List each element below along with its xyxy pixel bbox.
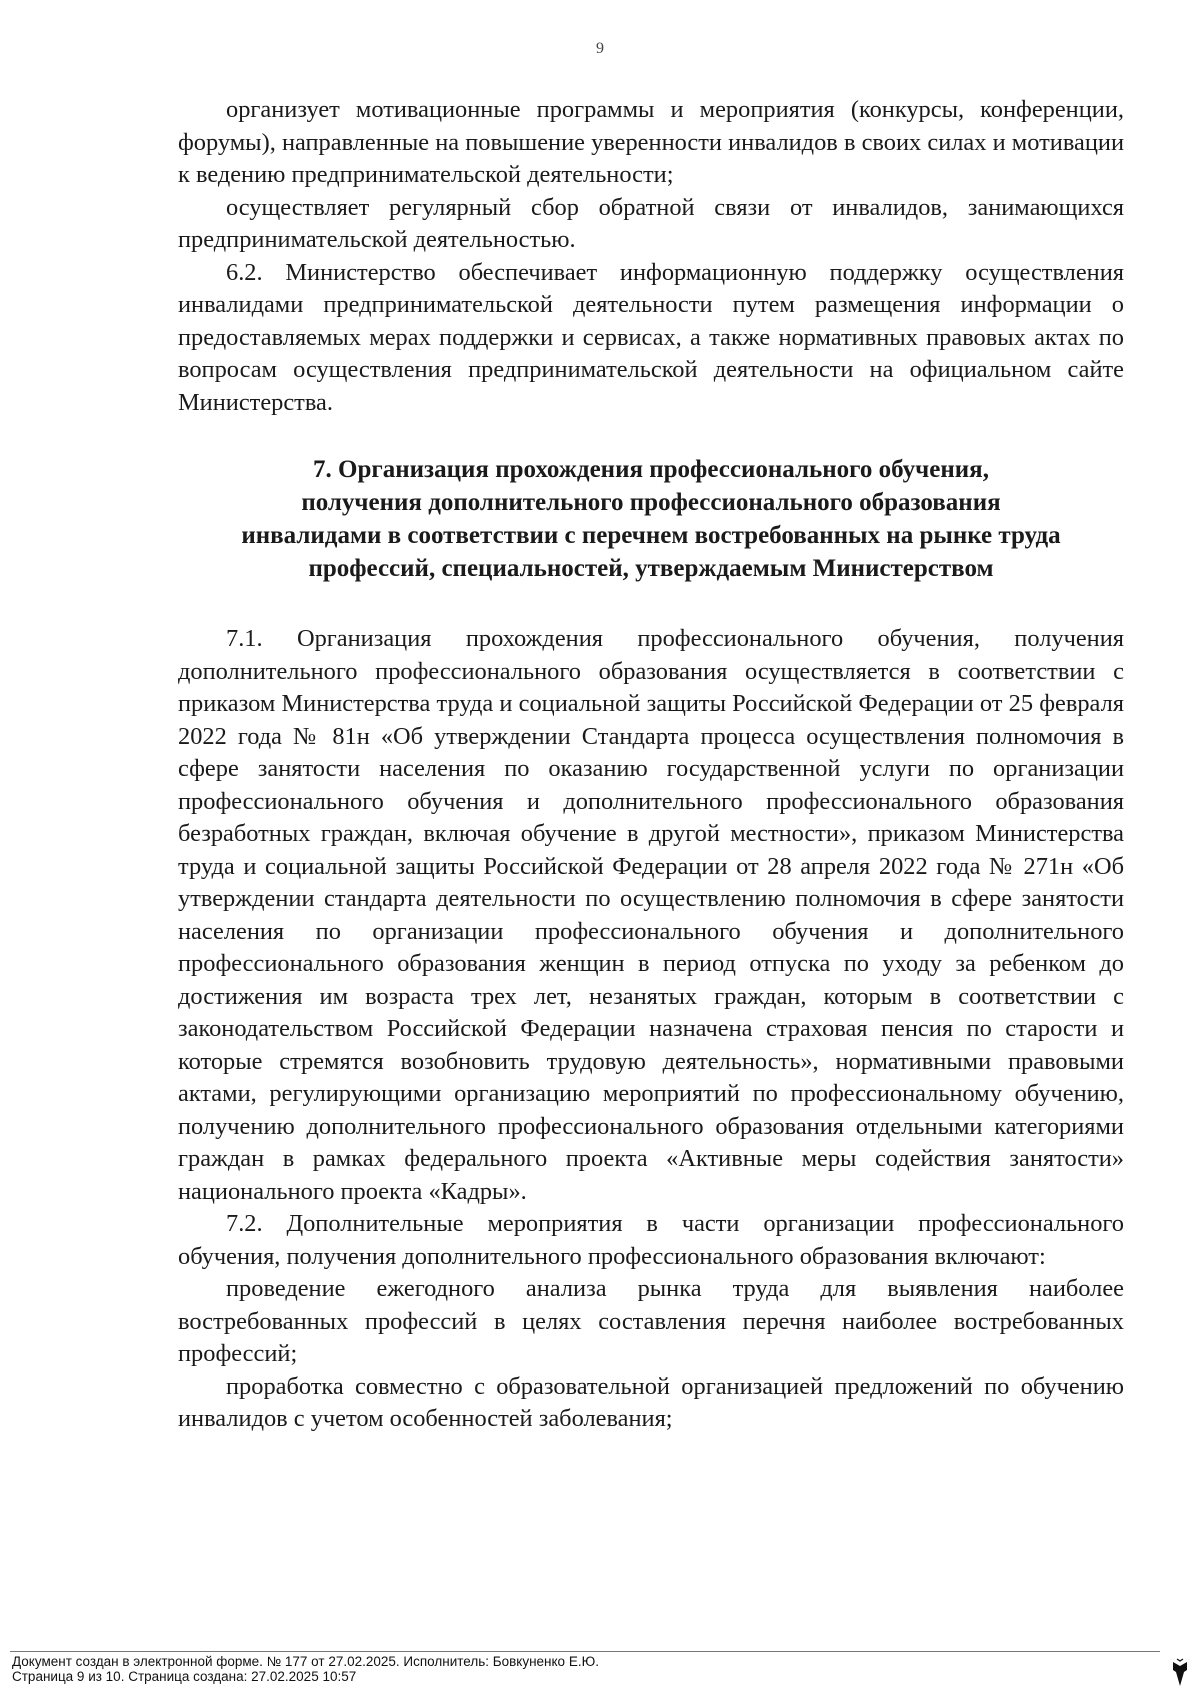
- paragraph-motivation: организует мотивационные программы и мероприятия (конкурсы, конференции, форумы), направленные на повышение уверенности инвалидов в своих силах и мотивации к ведению предпринимательской деятельности;: [178, 96, 1124, 188]
- paragraph-7-2: 7.2. Дополнительные мероприятия в части организации профессионального обучения, получения дополнительного профессионального образования включают:: [178, 1210, 1124, 1270]
- paragraph-feedback: осуществляет регулярный сбор обратной связи от инвалидов, занимающихся предпринимательской деятельностью.: [178, 193, 1124, 253]
- footer-divider: [10, 1651, 1160, 1652]
- section-heading-line: профессий, специальностей, утверждаемым Министерством: [308, 555, 994, 582]
- paragraph-education-proposals: проработка совместно с образовательной организацией предложений по обучению инвалидов с учетом особенностей заболевания;: [178, 1372, 1124, 1432]
- document-body: [178, 94, 1124, 1436]
- section-heading-line: получения дополнительного профессионального образования: [301, 489, 1001, 516]
- footer-page-info: Страница 9 из 10. Страница создана: 27.02.2025 10:57: [12, 1669, 357, 1684]
- paragraph-7-1: 7.1. Организация прохождения профессионального обучения, получения дополнительного профессионального образования осуществляется в соответствии с приказом Министерства труда и социальной защиты Российской Федерации от 25 февраля 2022 года № 81н «Об утверждении Стандарта процесса осуществления полномочия в сфере занятости населения по оказанию государственной услуги по организации профессионального обучения и дополнительного профессионального образования безработных граждан, включая обучение в другой местности», приказом Министерства труда и социальной защиты Российской Федерации от 28 апреля 2022 года № 271н «Об утверждении стандарта деятельности по осуществлению полномочия в сфере занятости населения по организации профессионального обучения и дополнительного профессионального образования женщин в период отпуска по уходу за ребенком до достижения им возраста трех лет, незанятых граждан, которым в соответствии с законодательством Российской Федерации назначена страховая пенсия по старости и которые стремятся возобновить трудовую деятельность», нормативными правовыми актами, регулирующими организацию мероприятий по профессиональному обучению, получению дополнительного профессионального образования отдельными категориями граждан в рамках федерального проекта «Активные меры содействия занятости» национального проекта «Кадры».: [178, 625, 1124, 1205]
- paragraph-labor-market-analysis: проведение ежегодного анализа рынка труда для выявления наиболее востребованных профессий в целях составления перечня наиболее востребованных профессий;: [178, 1275, 1124, 1367]
- section-heading-line: инвалидами в соответствии с перечнем востребованных на рынке труда: [241, 522, 1061, 549]
- coat-of-arms-icon: [1170, 1658, 1190, 1688]
- section-7-heading: [178, 453, 1124, 585]
- page-number: 9: [596, 40, 604, 57]
- section-heading-line: 7. Организация прохождения профессионального обучения,: [313, 456, 989, 483]
- paragraph-6-2: 6.2. Министерство обеспечивает информационную поддержку осуществления инвалидами предпринимательской деятельности путем размещения информации о предоставляемых мерах поддержки и сервисах, а также нормативных правовых актах по вопросам осуществления предпринимательской деятельности на официальном сайте Министерства.: [178, 258, 1124, 416]
- footer-document-info: Документ создан в электронной форме. № 177 от 27.02.2025. Исполнитель: Бовкуненко Е.Ю.: [12, 1654, 599, 1669]
- document-footer: [12, 1654, 1172, 1684]
